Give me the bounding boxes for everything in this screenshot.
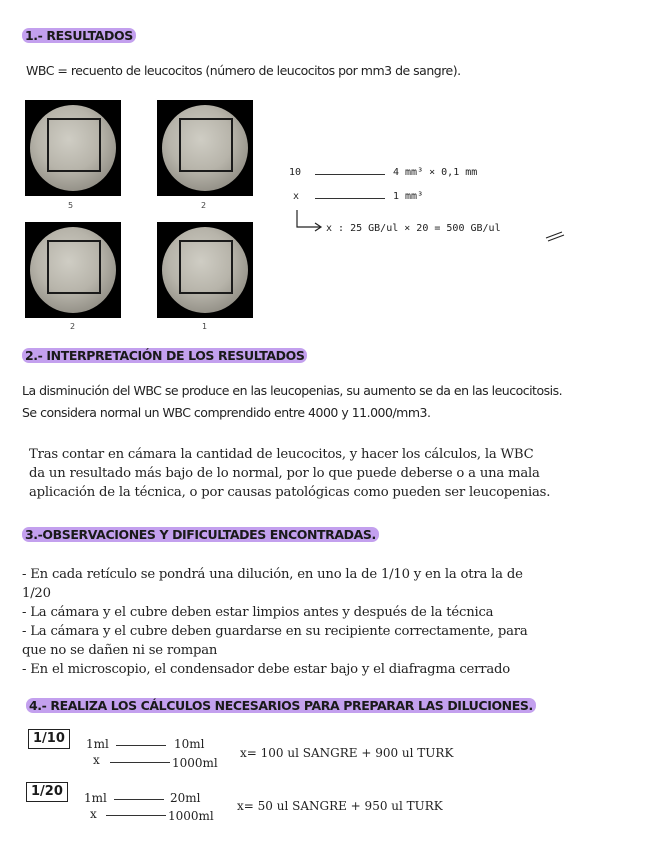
dilution-label-1-20: 1/20 (26, 782, 68, 802)
micrograph-3 (25, 222, 121, 318)
wbc-definition: WBC = recuento de leucocitos (número de leucocitos por mm3 de sangre). (26, 63, 461, 78)
paragraph-line: da un resultado más bajo de lo normal, por lo que puede deberse o a una mala (29, 466, 540, 481)
micrograph-4-caption: 1 (202, 322, 208, 331)
section-4-title: 4.- REALIZA LOS CÁLCULOS NECESARIOS PARA PREPARAR LAS DILUCIONES. (26, 698, 536, 713)
dilution-2-a-right: 20ml (170, 791, 201, 805)
observation-line: - La cámara y el cubre deben guardarse en su recipiente correctamente, para (22, 624, 528, 639)
arrow-icon (294, 210, 324, 234)
observations-list (22, 565, 632, 679)
paragraph-line: aplicación de la técnica, o por causas patológicas como pueden ser leucopenias. (29, 485, 551, 500)
dilution-2-b-right: 1000ml (168, 809, 214, 823)
calc-line2-dash (315, 198, 385, 199)
section-1-title: 1.- RESULTADOS (22, 28, 136, 43)
section-2-title: 2.- INTERPRETACIÓN DE LOS RESULTADOS (22, 348, 307, 363)
observation-line: - En el microscopio, el condensador debe estar bajo y el diafragma cerrado (22, 662, 510, 677)
micrograph-1 (25, 100, 121, 196)
observation-line: - La cámara y el cubre deben estar limpios antes y después de la técnica (22, 605, 494, 620)
calc-line2-left: x (293, 191, 300, 202)
dilution-2-line-a (114, 799, 164, 800)
dilution-1-b-right: 1000ml (172, 756, 218, 770)
dilution-2-b-left: x (90, 807, 97, 821)
section-3-heading (22, 527, 379, 542)
section-4-heading (26, 698, 536, 713)
double-underline-mark (544, 230, 566, 242)
calc-result: x : 25 GB/ul × 20 = 500 GB/ul (326, 223, 501, 234)
interpretation-paragraph (29, 445, 629, 502)
observation-line: 1/20 (22, 586, 51, 601)
calc-line2-right: 1 mm³ (393, 191, 424, 202)
dilution-1-a-right: 10ml (174, 737, 205, 751)
interpretation-line-2: Se considera normal un WBC comprendido entre 4000 y 11.000/mm3. (22, 405, 431, 420)
dilution-2-result: x= 50 ul SANGRE + 950 ul TURK (237, 799, 443, 813)
paragraph-line: Tras contar en cámara la cantidad de leucocitos, y hacer los cálculos, la WBC (29, 447, 534, 462)
observation-line: que no se dañen ni se rompan (22, 643, 218, 658)
micrograph-2 (157, 100, 253, 196)
dilution-label-1-10: 1/10 (28, 729, 70, 749)
observation-line: - En cada retículo se pondrá una dilución, en uno la de 1/10 y en la otra la de (22, 567, 523, 582)
calc-line1-dash (315, 174, 385, 175)
section-1-heading (22, 28, 136, 43)
dilution-2-a-left: 1ml (84, 791, 107, 805)
section-3-title: 3.-OBSERVACIONES Y DIFICULTADES ENCONTRADAS. (22, 527, 379, 542)
interpretation-line-1: La disminución del WBC se produce en las leucopenias, su aumento se da en las leucocitosis. (22, 383, 563, 398)
micrograph-4 (157, 222, 253, 318)
calc-line1-left: 10 (289, 167, 302, 178)
dilution-2-line-b (106, 815, 166, 816)
dilution-1-a-left: 1ml (86, 737, 109, 751)
dilution-1-b-left: x (93, 753, 100, 767)
dilution-1-line-a (116, 745, 166, 746)
micrograph-2-caption: 2 (201, 201, 207, 210)
dilution-1-line-b (110, 762, 170, 763)
micrograph-1-caption: 5 (68, 201, 74, 210)
section-2-heading (22, 348, 307, 363)
micrograph-3-caption: 2 (70, 322, 76, 331)
dilution-1-result: x= 100 ul SANGRE + 900 ul TURK (240, 746, 454, 760)
calc-line1-right: 4 mm³ × 0,1 mm (393, 167, 478, 178)
